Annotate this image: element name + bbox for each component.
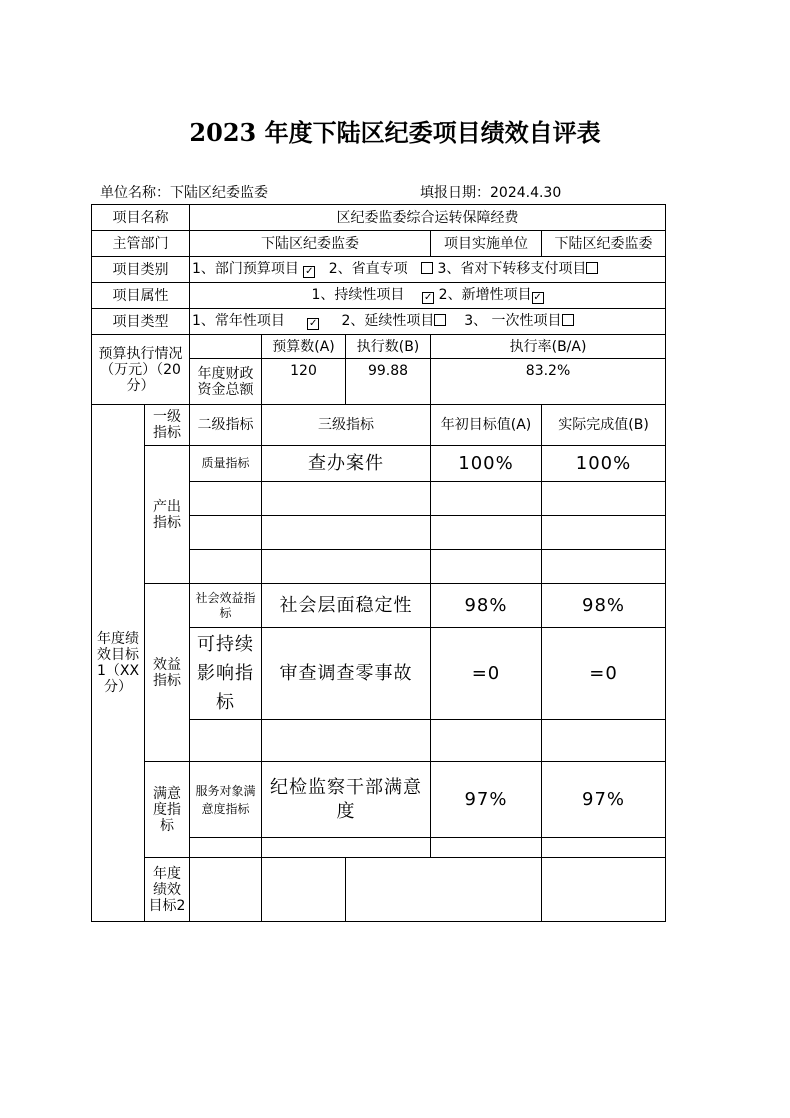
satisfy-label: 满意度指标 xyxy=(145,762,190,858)
category-options xyxy=(190,257,666,283)
category-opt2: 2、省直专项 xyxy=(328,261,408,277)
attr-options xyxy=(190,283,666,309)
budget-row-label: 年度财政资金总额 xyxy=(190,359,262,405)
rate-value: 83.2% xyxy=(431,359,666,405)
social-actual: 98% xyxy=(542,584,666,628)
effect-label: 效益指标 xyxy=(145,584,190,762)
page-title: 2023 年度下陆区纪委项目绩效自评表 xyxy=(189,118,601,147)
type-label: 项目类型 xyxy=(92,309,190,335)
type-opt1: 1、常年性项目 xyxy=(192,313,285,329)
budget-value: 120 xyxy=(262,359,346,405)
category-opt1: 1、部门预算项目 xyxy=(192,261,299,277)
quality-label: 质量指标 xyxy=(190,446,262,482)
quality-item: 查办案件 xyxy=(262,446,431,482)
impl-unit-label: 项目实施单位 xyxy=(431,231,542,257)
goal2-label: 年度绩效目标2 xyxy=(145,858,190,922)
social-label: 社会效益指标 xyxy=(190,584,262,628)
checked-box-icon: ✓ xyxy=(308,318,318,329)
sustain-label: 可持续影响指标 xyxy=(190,628,262,720)
category-opt3: 3、省对下转移支付项目 xyxy=(437,261,587,277)
actual-header: 实际完成值(B) xyxy=(542,405,666,446)
type-opt2: 2、延续性项目 xyxy=(341,313,435,329)
impl-unit-value: 下陆区纪委监委 xyxy=(542,231,666,257)
unchecked-box-icon xyxy=(586,262,598,274)
type-opt3: 3、 一次性项目 xyxy=(464,313,562,329)
exec-value: 99.88 xyxy=(346,359,431,405)
quality-actual: 100% xyxy=(542,446,666,482)
checked-box-icon: ✓ xyxy=(305,266,314,277)
unchecked-box-icon xyxy=(562,314,574,326)
dept-label: 主管部门 xyxy=(92,231,190,257)
service-target: 97% xyxy=(431,762,542,838)
attr-opt2: 2、新增性项目 xyxy=(438,287,532,303)
unchecked-box-icon xyxy=(434,314,446,326)
unit-name: 单位名称：下陆区纪委监委 xyxy=(100,185,268,201)
quality-target: 100% xyxy=(431,446,542,482)
report-date: 填报日期：2024.4.30 xyxy=(420,185,562,201)
project-name-label: 项目名称 xyxy=(92,205,190,231)
category-label: 项目类别 xyxy=(92,257,190,283)
project-name-value: 区纪委监委综合运转保障经费 xyxy=(190,205,666,231)
budget-col-rate: 执行率(B/A) xyxy=(431,335,666,359)
level1-header: 一级指标 xyxy=(145,405,190,446)
service-label: 服务对象满意度指标 xyxy=(190,762,262,838)
attr-label: 项目属性 xyxy=(92,283,190,309)
budget-col-a: 预算数(A) xyxy=(262,335,346,359)
goal1-label: 年度绩效目标1（XX分） xyxy=(92,405,145,922)
service-item: 纪检监察干部满意度 xyxy=(262,762,431,838)
sustain-target: =0 xyxy=(431,628,542,720)
evaluation-table xyxy=(91,204,666,922)
dept-value: 下陆区纪委监委 xyxy=(190,231,431,257)
sustain-item: 审查调查零事故 xyxy=(262,628,431,720)
attr-opt1: 1、持续性项目 xyxy=(311,287,405,303)
output-label: 产出指标 xyxy=(145,446,190,584)
unchecked-box-icon xyxy=(421,262,433,274)
sustain-actual: =0 xyxy=(542,628,666,720)
checked-box-icon: ✓ xyxy=(424,292,433,303)
type-options xyxy=(190,309,666,335)
level3-header: 三级指标 xyxy=(262,405,431,446)
target-header: 年初目标值(A) xyxy=(431,405,542,446)
checked-box-icon: ✓ xyxy=(533,292,542,303)
service-actual: 97% xyxy=(542,762,666,838)
budget-label: 预算执行情况（万元）（20分） xyxy=(92,335,190,405)
social-item: 社会层面稳定性 xyxy=(262,584,431,628)
level2-header: 二级指标 xyxy=(190,405,262,446)
social-target: 98% xyxy=(431,584,542,628)
budget-col-b: 执行数(B) xyxy=(346,335,431,359)
